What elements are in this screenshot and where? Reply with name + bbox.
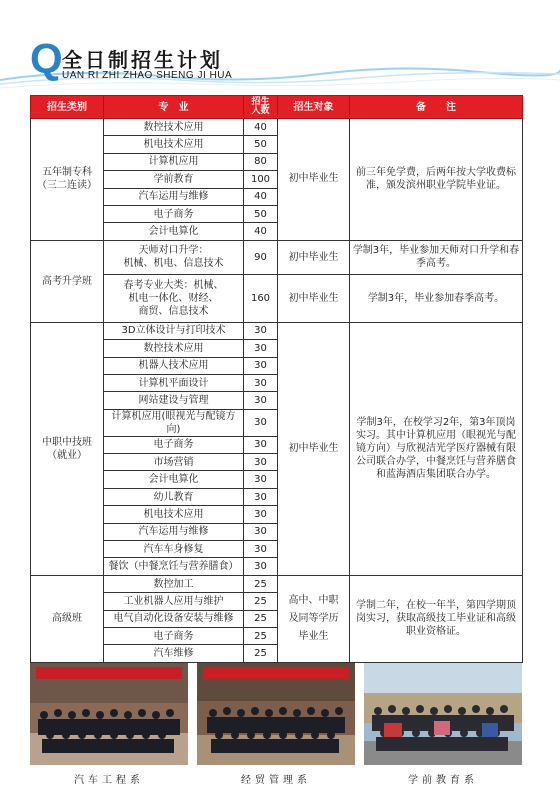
major-cell: 计算机应用 <box>104 153 244 170</box>
target-cell: 初中毕业生 <box>278 274 350 322</box>
target-cell: 初中毕业生 <box>278 322 350 575</box>
photo-preschool-dept <box>364 663 522 765</box>
note-cell: 学制二年，在校一年半，第四学期顶岗实习，获取高级技工毕业证和高级职业资格证。 <box>350 575 523 662</box>
count-cell: 30 <box>244 523 278 540</box>
major-cell: 电气自动化设备安装与维修 <box>104 610 244 627</box>
note-cell: 前三年免学费，后两年按大学收费标准，颁发滨州职业学院毕业证。 <box>350 119 523 241</box>
count-cell: 30 <box>244 471 278 488</box>
count-cell: 30 <box>244 541 278 558</box>
count-cell: 30 <box>244 392 278 409</box>
table-row <box>31 240 523 274</box>
column-header-major: 专 业 <box>104 96 244 119</box>
major-cell: 汽车车身修复 <box>104 541 244 558</box>
count-cell: 30 <box>244 436 278 453</box>
column-header-count <box>244 96 278 119</box>
major-cell: 天师对口升学： 机械、机电、信息技术 <box>104 240 244 274</box>
count-cell: 30 <box>244 340 278 357</box>
count-cell: 30 <box>244 488 278 505</box>
major-cell: 学前教育 <box>104 171 244 188</box>
major-cell: 会计电算化 <box>104 223 244 240</box>
count-cell: 30 <box>244 409 278 436</box>
table-row <box>31 322 523 339</box>
count-cell: 25 <box>244 575 278 592</box>
count-cell: 50 <box>244 205 278 222</box>
category-cell: 中职中技班 （就业） <box>31 322 104 575</box>
major-cell: 市场营销 <box>104 454 244 471</box>
target-cell: 初中毕业生 <box>278 119 350 241</box>
note-cell: 学制3年，毕业参加天师对口升学和春季高考。 <box>350 240 523 274</box>
column-header-note: 备 注 <box>350 96 523 119</box>
group-photo-image <box>197 663 355 765</box>
count-cell: 100 <box>244 171 278 188</box>
major-cell: 汽车运用与维修 <box>104 523 244 540</box>
category-cell: 高级班 <box>31 575 104 662</box>
column-header-count-label: 招生人数 <box>251 97 270 116</box>
major-cell: 机电技术应用 <box>104 136 244 153</box>
count-cell: 40 <box>244 119 278 136</box>
major-cell: 会计电算化 <box>104 471 244 488</box>
photo-automotive-dept <box>30 663 188 765</box>
major-cell: 电子商务 <box>104 205 244 222</box>
table-row <box>31 119 523 136</box>
caption-preschool-dept: 学前教育系 <box>408 775 478 786</box>
photo-trade-dept <box>197 663 355 765</box>
major-cell: 汽车运用与维修 <box>104 188 244 205</box>
count-cell: 25 <box>244 645 278 662</box>
major-cell: 电子商务 <box>104 436 244 453</box>
major-cell: 计算机平面设计 <box>104 374 244 391</box>
count-cell: 30 <box>244 506 278 523</box>
column-header-target: 招生对象 <box>278 96 350 119</box>
header-q-letter: Q <box>30 35 63 82</box>
count-cell: 30 <box>244 374 278 391</box>
count-cell: 160 <box>244 274 278 322</box>
category-cell: 高考升学班 <box>31 240 104 322</box>
count-cell: 90 <box>244 240 278 274</box>
count-cell: 50 <box>244 136 278 153</box>
major-cell: 计算机应用(眼视光与配镜方向) <box>104 409 244 436</box>
count-cell: 40 <box>244 188 278 205</box>
major-cell: 汽车维修 <box>104 645 244 662</box>
count-cell: 30 <box>244 322 278 339</box>
count-cell: 30 <box>244 357 278 374</box>
photo-captions <box>30 771 522 785</box>
major-cell: 幼儿教育 <box>104 488 244 505</box>
count-cell: 40 <box>244 223 278 240</box>
caption-trade-dept: 经贸管理系 <box>241 775 311 786</box>
note-cell: 学制3年，在校学习2年，第3年顶岗实习。其中计算机应用（眼视光与配镜方向）与欣视洁光学医疗器械有限公司联合办学，中餐烹饪与营养膳食和蓝海酒店集团联合办学。 <box>350 322 523 575</box>
major-cell: 数控技术应用 <box>104 340 244 357</box>
count-cell: 25 <box>244 627 278 644</box>
table-header-row <box>31 96 523 119</box>
note-cell: 学制3年，毕业参加春季高考。 <box>350 274 523 322</box>
count-cell: 25 <box>244 610 278 627</box>
major-cell: 网站建设与管理 <box>104 392 244 409</box>
count-cell: 30 <box>244 558 278 575</box>
major-cell: 春考专业大类：机械、 机电一体化、财经、 商贸、信息技术 <box>104 274 244 322</box>
major-cell: 3D立体设计与打印技术 <box>104 322 244 339</box>
column-header-category: 招生类别 <box>31 96 104 119</box>
major-cell: 工业机器人应用与维护 <box>104 593 244 610</box>
table-row <box>31 274 523 322</box>
target-cell: 高中、中职 及同等学历 毕业生 <box>278 575 350 662</box>
major-cell: 机电技术应用 <box>104 506 244 523</box>
group-photo-image <box>364 663 522 765</box>
major-cell: 数控加工 <box>104 575 244 592</box>
group-photo-image <box>30 663 188 765</box>
page-title: 全日制招生计划 <box>62 48 223 72</box>
major-cell: 机器人技术应用 <box>104 357 244 374</box>
page-subtitle-pinyin: UAN RI ZHI ZHAO SHENG JI HUA <box>62 70 233 81</box>
major-cell: 餐饮（中餐烹饪与营养膳食） <box>104 558 244 575</box>
category-cell: 五年制专科 （三二连读） <box>31 119 104 241</box>
major-cell: 电子商务 <box>104 627 244 644</box>
photo-strip <box>30 663 522 765</box>
table-row <box>31 575 523 592</box>
count-cell: 25 <box>244 593 278 610</box>
enrollment-plan-table <box>30 95 523 663</box>
page-header <box>0 0 560 92</box>
count-cell: 30 <box>244 454 278 471</box>
caption-automotive-dept: 汽车工程系 <box>74 775 144 786</box>
count-cell: 80 <box>244 153 278 170</box>
target-cell: 初中毕业生 <box>278 240 350 274</box>
major-cell: 数控技术应用 <box>104 119 244 136</box>
